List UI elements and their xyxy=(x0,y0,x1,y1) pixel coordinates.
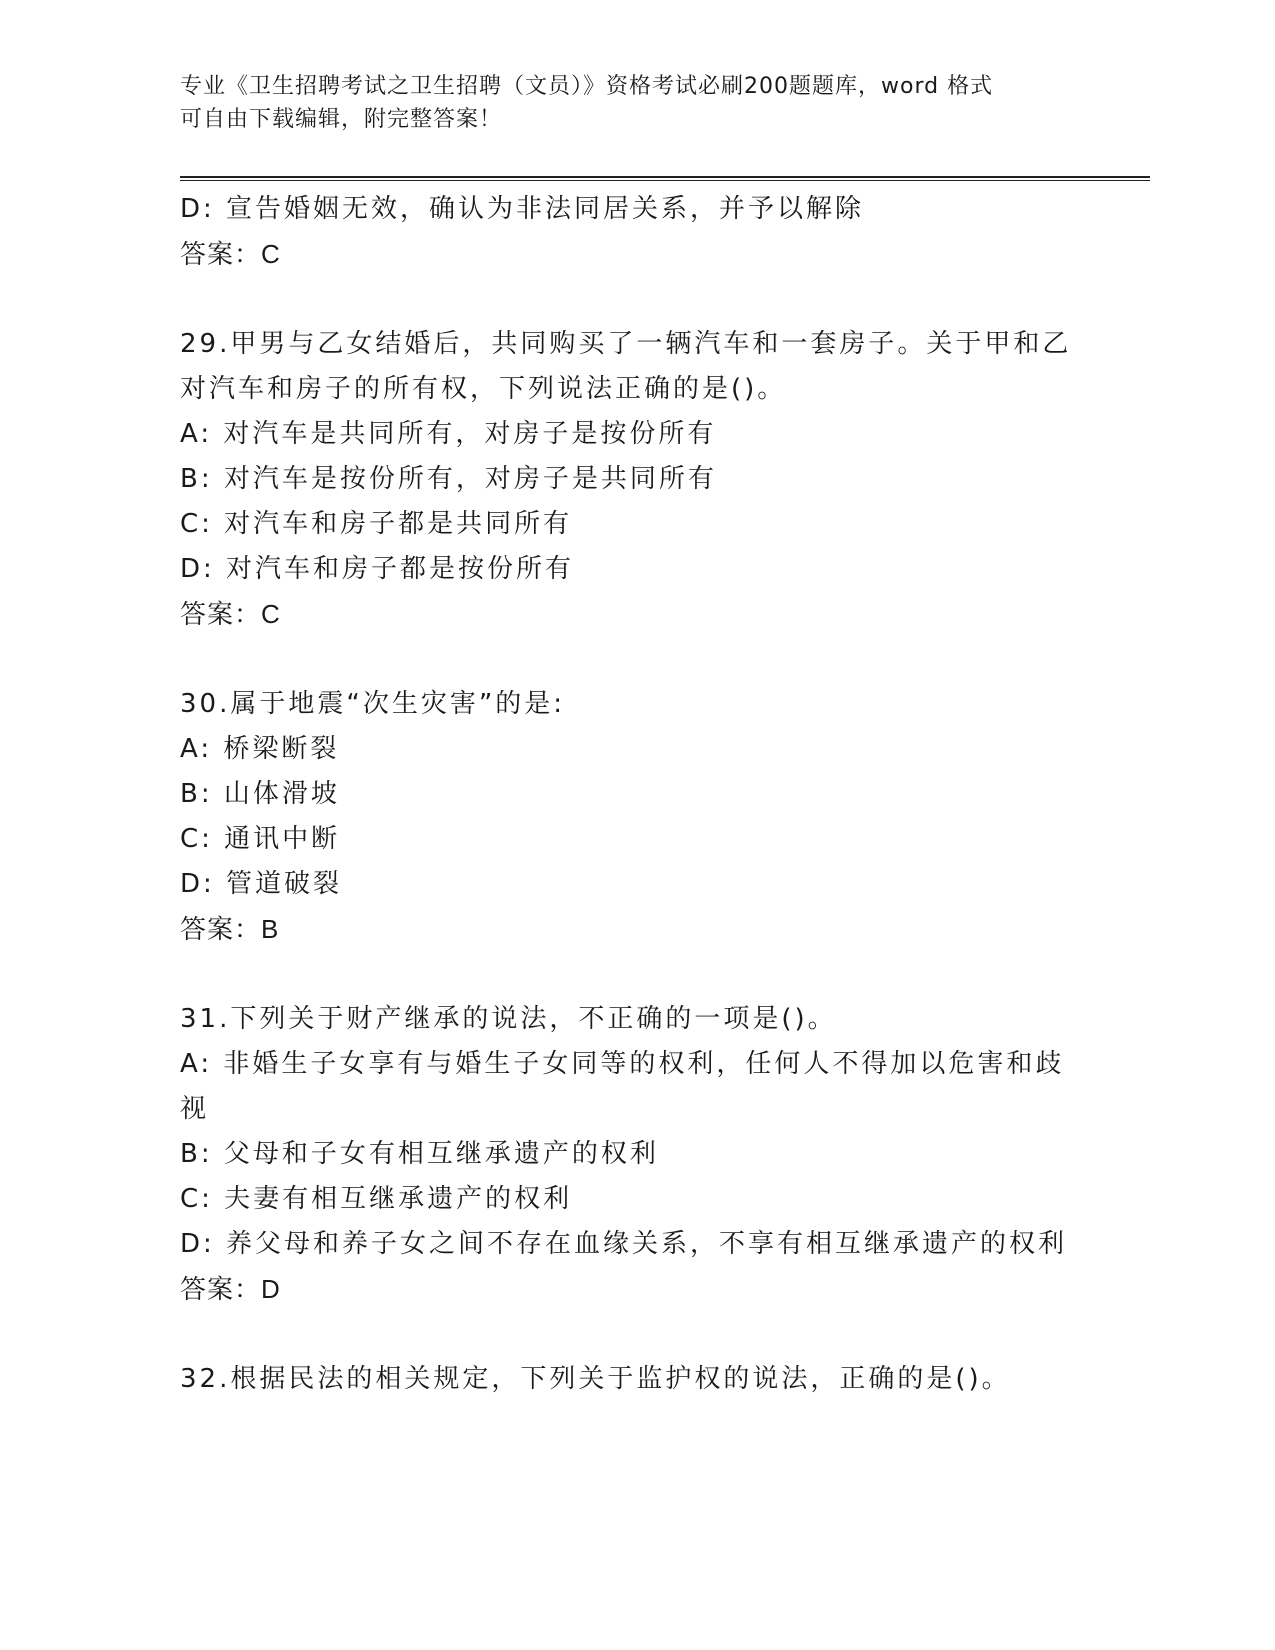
question-30 xyxy=(180,682,1080,952)
header-title-line1: 专业《卫生招聘考试之卫生招聘（文员）》资格考试必刷200题题库，word 格式 xyxy=(180,74,994,99)
option-a: A: 非婚生子女享有与婚生子女同等的权利，任何人不得加以危害和歧 xyxy=(180,1049,1065,1079)
answer: 答案：D xyxy=(180,1274,281,1304)
spacer xyxy=(180,637,1080,682)
option-a: A: 对汽车是共同所有，对房子是按份所有 xyxy=(180,419,717,449)
option-c: C: 通讯中断 xyxy=(180,824,341,854)
option-b: B: 山体滑坡 xyxy=(180,779,340,809)
option-a-continued: 视 xyxy=(180,1094,210,1124)
option-c: C: 夫妻有相互继承遗产的权利 xyxy=(180,1184,573,1214)
page-header xyxy=(180,70,1060,136)
option-a: A: 桥梁断裂 xyxy=(180,734,340,764)
question-stem: 30.属于地震“次生灾害”的是: xyxy=(180,689,566,719)
question-stem: 32.根据民法的相关规定，下列关于监护权的说法，正确的是()。 xyxy=(180,1364,1011,1394)
option-d: D: 对汽车和房子都是按份所有 xyxy=(180,554,575,584)
spacer xyxy=(180,952,1080,997)
answer: 答案：C xyxy=(180,599,281,629)
spacer xyxy=(180,277,1080,322)
spacer xyxy=(180,1312,1080,1357)
question-32 xyxy=(180,1357,1080,1402)
option-d: D: 管道破裂 xyxy=(180,869,343,899)
option-d: D: 养父母和养子女之间不存在血缘关系，不享有相互继承遗产的权利 xyxy=(180,1229,1068,1259)
question-stem: 对汽车和房子的所有权，下列说法正确的是()。 xyxy=(180,374,787,404)
option-c: C: 对汽车和房子都是共同所有 xyxy=(180,509,573,539)
question-stem: 29.甲男与乙女结婚后，共同购买了一辆汽车和一套房子。关于甲和乙 xyxy=(180,329,1072,359)
prev-option-d: D: 宣告婚姻无效，确认为非法同居关系，并予以解除 xyxy=(180,194,865,224)
prev-answer: 答案：C xyxy=(180,239,281,269)
option-b: B: 对汽车是按份所有，对房子是共同所有 xyxy=(180,464,717,494)
option-b: B: 父母和子女有相互继承遗产的权利 xyxy=(180,1139,659,1169)
question-31 xyxy=(180,997,1080,1312)
header-title-line2: 可自由下载编辑，附完整答案！ xyxy=(180,107,503,132)
answer: 答案：B xyxy=(180,914,280,944)
question-29 xyxy=(180,322,1080,637)
header-divider xyxy=(180,176,1150,181)
question-stem: 31.下列关于财产继承的说法，不正确的一项是()。 xyxy=(180,1004,837,1034)
document-body xyxy=(180,187,1080,1402)
